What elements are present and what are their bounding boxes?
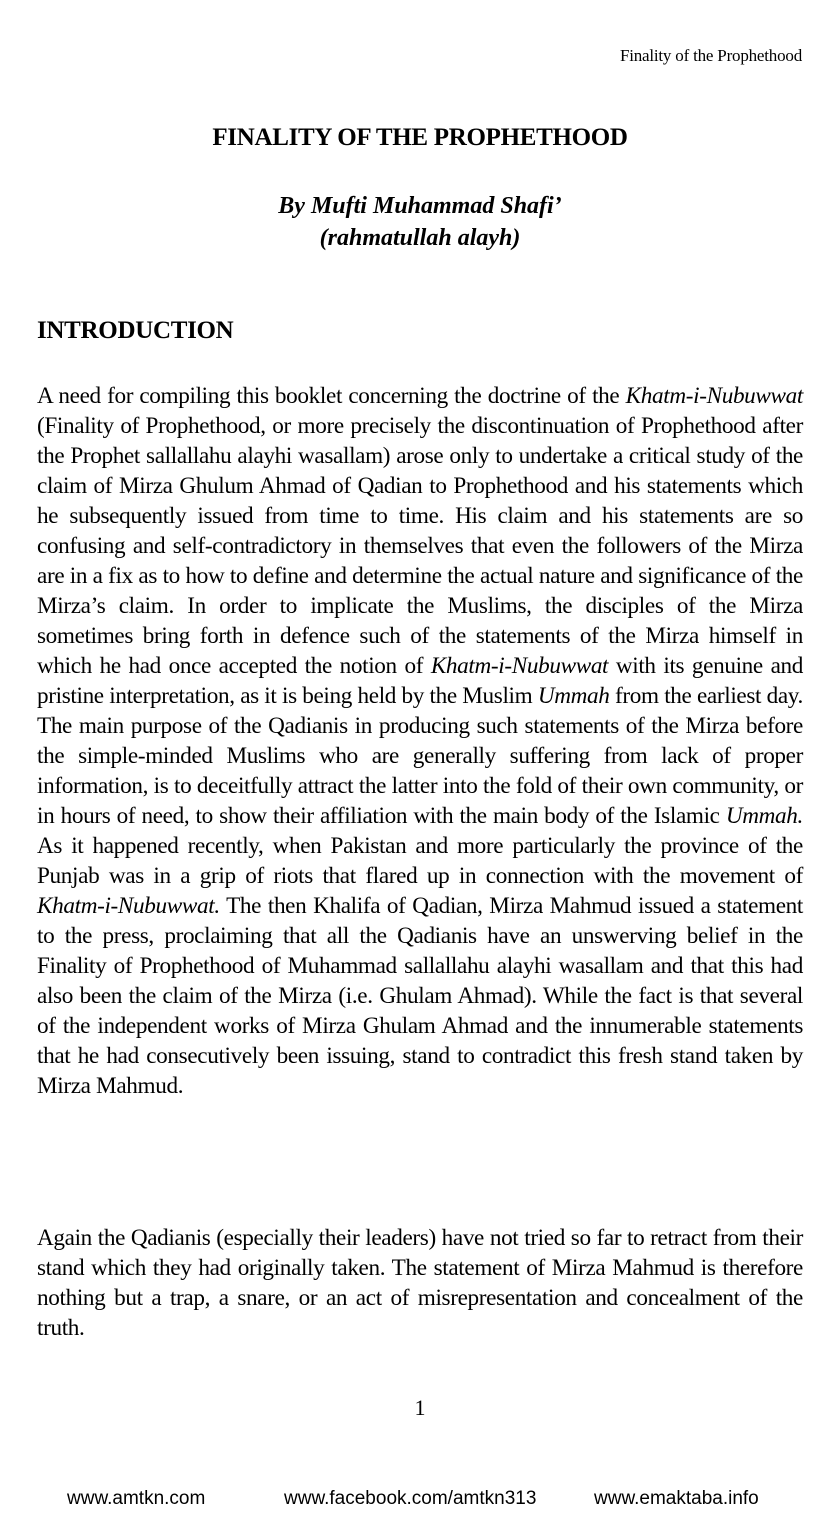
footer-link-emaktaba[interactable]: www.emaktaba.info	[594, 1488, 759, 1509]
p1-term-2: Khatm-i-Nubuwwat	[430, 653, 609, 679]
byline-honorific: (rahmatullah alayh)	[319, 225, 521, 251]
byline-author: By Mufti Muhammad Shafi’	[278, 193, 562, 219]
p1-term-1: Khatm-i-Nubuwwat	[625, 383, 803, 409]
p1-text-5: As it happened recently, when Pakistan and more particularly the province of the Punjab was in a grip of riots that flared up in connection with the movement of	[37, 833, 803, 889]
intro-paragraph-1	[37, 381, 803, 1101]
document-title: FINALITY OF THE PROPHETHOOD	[212, 124, 628, 151]
footer-link-facebook[interactable]: www.facebook.com/amtkn313	[284, 1488, 537, 1509]
section-heading: INTRODUCTION	[37, 317, 234, 344]
p1-text-4: from the earliest day. The main purpose of the Qadianis in producing such statements of the Mirza before the simple-minded Muslims who are generally suffering from lack of proper information, is to deceitfully attract the latter into the fold of their own community, or in hours of need, to show their affiliation with the main body of the Islamic	[37, 683, 803, 829]
p1-text-2: (Finality of Prophethood, or more precisely the discontinuation of Prophethood after the Prophet sallallahu alayhi wasallam) arose only to undertake a critical study of the claim of Mirza Ghulum Ahmad of Qadian to Prophethood and his statements which he subsequently issued from time to time. His claim and his statements are so confusing and self-contradictory in themselves that even the followers of the Mirza are in a fix as to how to define and determine the actual nature and significance of the Mirza’s claim. In order to implicate the Muslims, the disciples of the Mirza sometimes bring forth in defence such of the statements of the Mirza himself in which he had once accepted the notion of	[37, 413, 803, 679]
p1-text-1: A need for compiling this booklet concerning the doctrine of the	[37, 383, 626, 409]
p1-term-3: Ummah	[537, 683, 610, 709]
byline	[0, 190, 840, 254]
p1-term-5: Khatm-i-Nubuwwat.	[37, 893, 220, 919]
running-header: Finality of the Prophethood	[619, 46, 802, 65]
footer	[0, 1488, 840, 1514]
p1-term-4: Ummah.	[725, 803, 803, 829]
intro-paragraph-2: Again the Qadianis (especially their leaders) have not tried so far to retract from their stand which they had originally taken. The statement of Mirza Mahmud is therefore nothing but a trap, a snare, or an act of misrepresentation and concealment of the truth.	[37, 1225, 803, 1341]
p1-text-3: with its genuine and pristine interpretation, as it is being held by the Muslim	[37, 653, 803, 709]
page-number: 1	[414, 1395, 426, 1420]
p1-text-6: The then Khalifa of Qadian, Mirza Mahmud issued a statement to the press, proclaiming that all the Qadianis have an unswerving belief in the Finality of Prophethood of Muhammad sallallahu alayhi wasallam and that this had also been the claim of the Mirza (i.e. Ghulam Ahmad). While the fact is that several of the independent works of Mirza Ghulam Ahmad and the innumerable statements that he had consecutively been issuing, stand to contradict this fresh stand taken by Mirza Mahmud.	[37, 893, 803, 1099]
footer-link-amtkn[interactable]: www.amtkn.com	[67, 1488, 206, 1509]
